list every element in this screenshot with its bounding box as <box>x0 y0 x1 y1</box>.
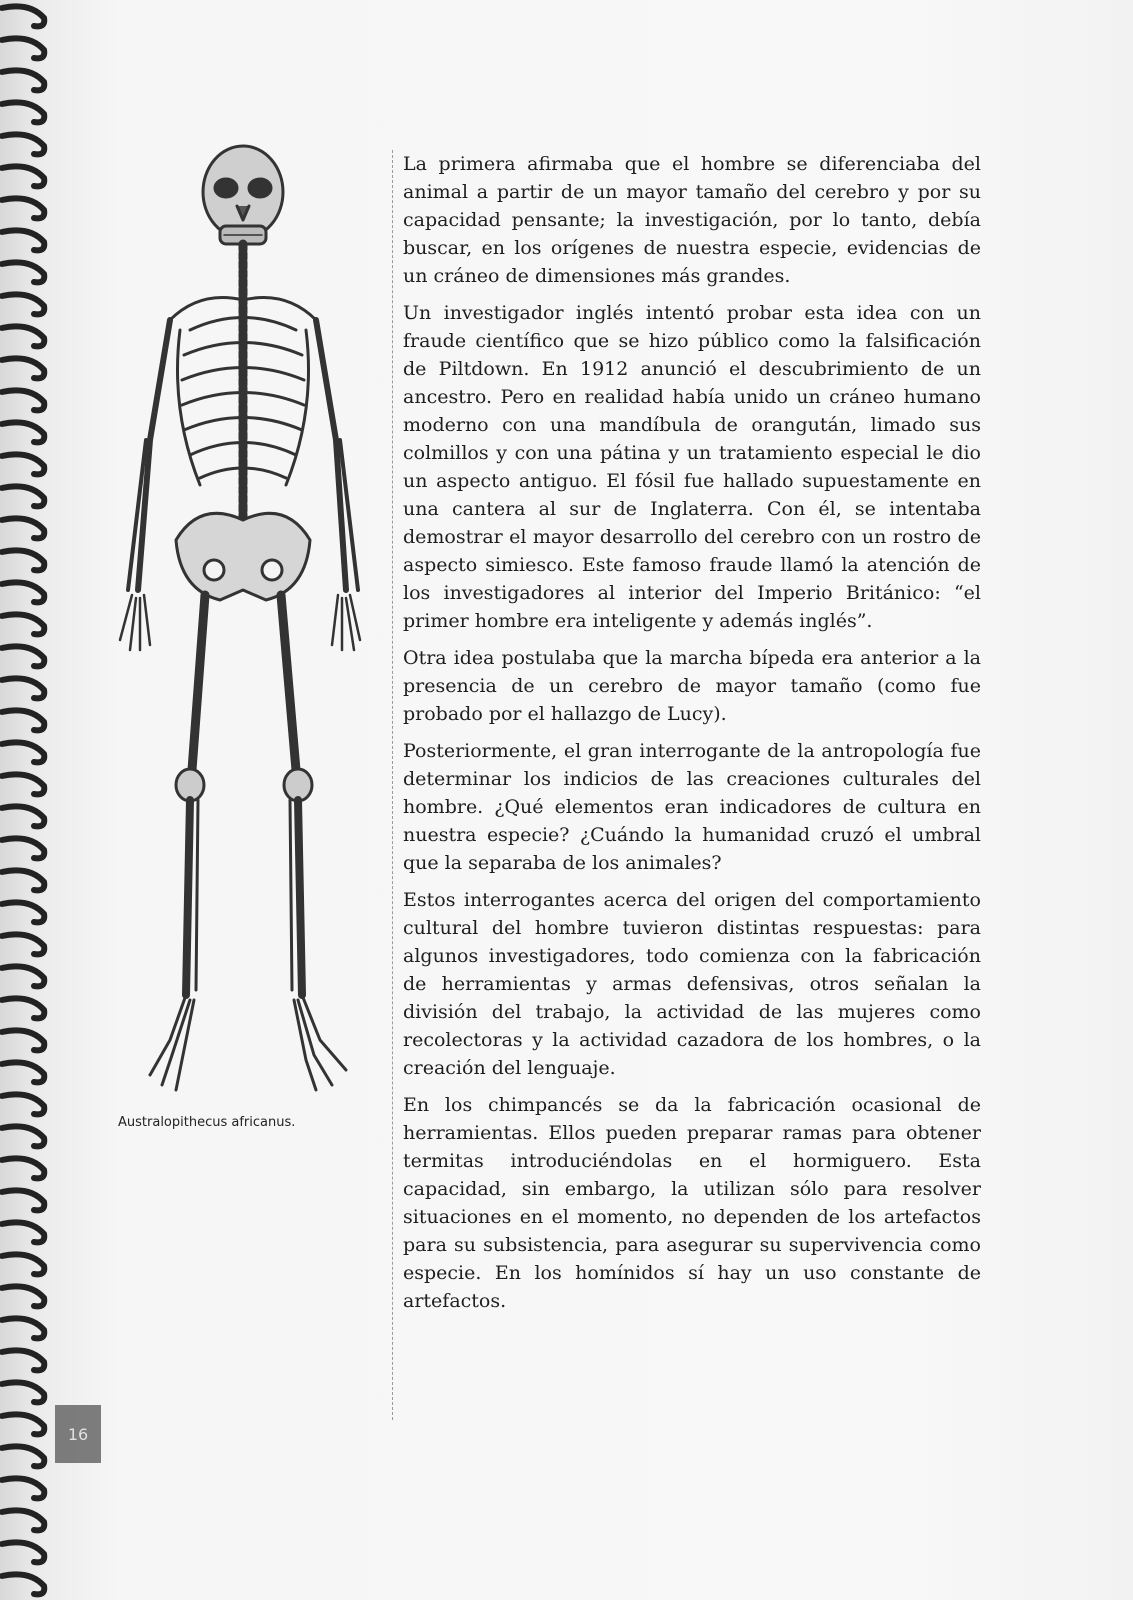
spiral-coil <box>2 774 44 794</box>
spiral-coil <box>2 326 44 346</box>
spiral-coil <box>2 262 44 282</box>
spiral-coil <box>2 358 44 378</box>
spiral-coil <box>2 710 44 730</box>
spiral-coil <box>2 582 44 602</box>
spiral-coil <box>2 1510 44 1530</box>
skeleton-illustration-icon <box>110 140 390 1110</box>
paragraph: Un investigador inglés intentó probar esta idea con un fraude científico que se hizo público como la falsificación de Piltdown. En 1912 anunció el descubrimiento de un ancestro. Pero en realidad había unido un cráneo humano moderno con una mandíbula de orangután, limado sus colmillos y con una pátina y un tratamiento especial le dio un aspecto antiguo. El fósil fue hallado supuestamente en una cantera al sur de Inglaterra. Con él, se intentaba demostrar el mayor desarrollo del cerebro con un rostro de aspecto simiesco. Este famoso fraude llamó la atención de los investigadores al interior del Imperio Británico: “el primer hombre era inteligente y además inglés”. <box>403 302 981 632</box>
spiral-coil <box>2 806 44 826</box>
spiral-coil <box>2 486 44 506</box>
spiral-coil <box>2 422 44 442</box>
spiral-coil <box>2 1126 44 1146</box>
spiral-coil <box>2 1286 44 1306</box>
spiral-coil <box>2 1254 44 1274</box>
spiral-coil <box>2 1062 44 1082</box>
spiral-coil <box>2 1382 44 1402</box>
spiral-coil <box>2 38 44 58</box>
spiral-coil <box>2 166 44 186</box>
spiral-coil <box>2 134 44 154</box>
paragraph: En los chimpancés se da la fabricación ocasional de herramientas. Ellos pueden preparar ramas para obtener termitas introduciéndolas en el hormiguero. Esta capacidad, sin embargo, la utilizan sólo para resolver situaciones en el momento, no dependen de los artefactos para su subsistencia, para asegurar su supervivencia como especie. En los homínidos sí hay un uso constante de artefactos. <box>403 1094 981 1312</box>
spiral-coil <box>2 870 44 890</box>
figure-caption: Australopithecus africanus. <box>118 1115 296 1130</box>
spiral-coil <box>2 1350 44 1370</box>
spiral-coil <box>2 614 44 634</box>
spiral-coil <box>2 646 44 666</box>
column-divider <box>392 150 393 1420</box>
spiral-coil <box>2 1542 44 1562</box>
spiral-coil <box>2 1446 44 1466</box>
paragraph: La primera afirmaba que el hombre se diferenciaba del animal a partir de un mayor tamaño del cerebro y por su capacidad pensante; la investigación, por lo tanto, debía buscar, en los orígenes de nuestra especie, evidencias de un cráneo de dimensiones más grandes. <box>403 153 981 287</box>
paragraph: Posteriormente, el gran interrogante de la antropología fue determinar los indicios de las creaciones culturales del hombre. ¿Qué elementos eran indicadores de cultura en nuestra especie? ¿Cuándo la humanidad cruzó el umbral que la separaba de los animales? <box>403 740 981 874</box>
spiral-coil <box>2 1094 44 1114</box>
spiral-coil <box>2 518 44 538</box>
paragraph: Otra idea postulaba que la marcha bípeda era anterior a la presencia de un cerebro de mayor tamaño (como fue probado por el hallazgo de Lucy). <box>403 647 981 725</box>
spiral-coil <box>2 102 44 122</box>
spiral-coil <box>2 1414 44 1434</box>
spiral-coil <box>2 934 44 954</box>
page-number: 16 <box>55 1405 101 1463</box>
main-text-column <box>403 150 981 1324</box>
spiral-coil <box>2 678 44 698</box>
spiral-coil <box>2 1158 44 1178</box>
spiral-coil <box>2 230 44 250</box>
spiral-coil <box>2 390 44 410</box>
spiral-coil <box>2 1478 44 1498</box>
spiral-coil <box>2 198 44 218</box>
spiral-coil <box>2 550 44 570</box>
paragraph: Estos interrogantes acerca del origen del comportamiento cultural del hombre tuvieron distintas respuestas: para algunos investigadores, todo comienza con la fabricación de herramientas y armas defensivas, otros señalan la división del trabajo, la actividad de las mujeres como recolectoras y la actividad cazadora de los hombres, o la creación del lenguaje. <box>403 889 981 1079</box>
spiral-binding <box>0 0 60 1600</box>
bleed-through-header <box>100 20 250 66</box>
skeleton-figure <box>110 140 390 1110</box>
spiral-coil <box>2 742 44 762</box>
spiral-coil <box>2 6 44 26</box>
spiral-coil <box>2 838 44 858</box>
spiral-coil <box>2 1222 44 1242</box>
spiral-coil <box>2 454 44 474</box>
spiral-coil <box>2 1030 44 1050</box>
spiral-coil <box>2 1190 44 1210</box>
spiral-coil <box>2 70 44 90</box>
spiral-coil <box>2 966 44 986</box>
spiral-coil <box>2 1318 44 1338</box>
spiral-coil <box>2 1574 44 1594</box>
spiral-coil <box>2 902 44 922</box>
spiral-coil <box>2 998 44 1018</box>
spiral-coil <box>2 294 44 314</box>
